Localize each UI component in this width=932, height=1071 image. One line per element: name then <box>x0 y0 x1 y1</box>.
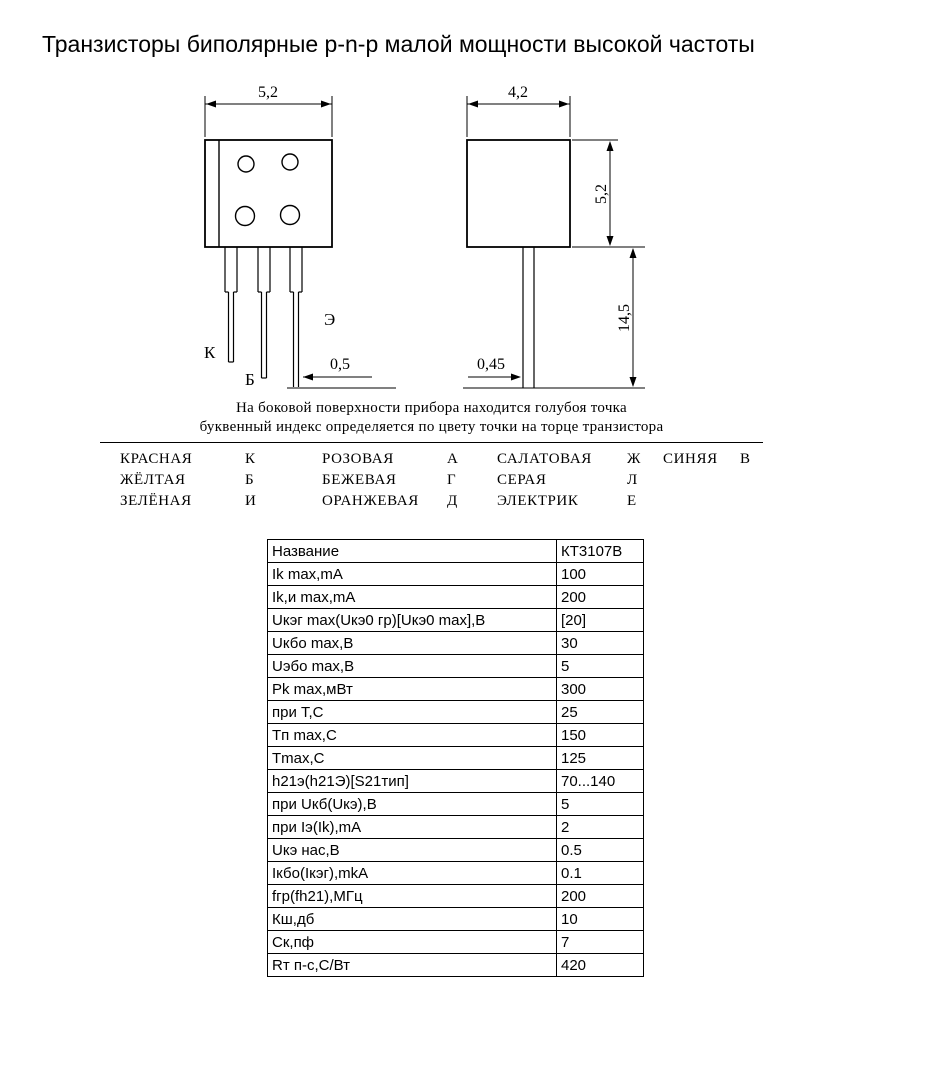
table-row <box>268 793 644 816</box>
color-code-row <box>120 449 800 470</box>
table-row <box>268 724 644 747</box>
drawing-labels <box>204 84 633 389</box>
param-value: [20] <box>557 609 644 632</box>
dim-front-width-label: 5,2 <box>258 84 278 101</box>
table-row <box>268 770 644 793</box>
color-name: ЗЕЛЁНАЯ <box>120 493 192 509</box>
param-value: 70...140 <box>557 770 644 793</box>
color-name: РОЗОВАЯ <box>322 451 394 467</box>
dim-side-pin-width-label: 0,45 <box>477 356 505 373</box>
dim-side-height-label: 5,2 <box>593 184 610 204</box>
param-name: h21э(h21Э)[S21тип] <box>268 770 557 793</box>
note-line-2: буквенный индекс определяется по цвету точки на торце транзистора <box>199 419 664 435</box>
param-name: Tп max,C <box>268 724 557 747</box>
table-row <box>268 885 644 908</box>
pin-collector-label: К <box>204 343 216 362</box>
pin-emitter-label: Э <box>324 310 336 329</box>
table-row <box>268 862 644 885</box>
color-name: ОРАНЖЕВАЯ <box>322 493 419 509</box>
dim-side-width-label: 4,2 <box>508 84 528 101</box>
param-name: Uкэ нас,B <box>268 839 557 862</box>
front-view-drawing <box>205 96 396 388</box>
color-name: СИНЯЯ <box>663 451 718 467</box>
color-letter: Г <box>447 472 457 488</box>
param-value: КТ3107В <box>557 540 644 563</box>
table-row <box>268 563 644 586</box>
param-name: Iкбо(Iкэг),mkA <box>268 862 557 885</box>
param-value: 200 <box>557 586 644 609</box>
color-letter: И <box>245 493 257 509</box>
param-value: 25 <box>557 701 644 724</box>
param-name: Кш,дб <box>268 908 557 931</box>
param-value: 7 <box>557 931 644 954</box>
table-row <box>268 701 644 724</box>
param-name: Ik max,mA <box>268 563 557 586</box>
param-value: 0.1 <box>557 862 644 885</box>
param-value: 2 <box>557 816 644 839</box>
table-row <box>268 609 644 632</box>
table-row <box>268 908 644 931</box>
color-name: ЖЁЛТАЯ <box>120 472 186 488</box>
param-value: 0.5 <box>557 839 644 862</box>
param-value: 125 <box>557 747 644 770</box>
color-name: САЛАТОВАЯ <box>497 451 592 467</box>
color-letter: А <box>447 451 459 467</box>
color-name: БЕЖЕВАЯ <box>322 472 397 488</box>
param-name: Ik,и max,mA <box>268 586 557 609</box>
color-name: ЭЛЕКТРИК <box>497 493 579 509</box>
page-title: Транзисторы биполярные p-n-p малой мощности высокой частоты <box>42 31 755 57</box>
param-value: 150 <box>557 724 644 747</box>
table-row <box>268 586 644 609</box>
parameters-table-body <box>268 540 644 977</box>
table-row <box>268 816 644 839</box>
param-name: Название <box>268 540 557 563</box>
param-name: при Iэ(Ik),mA <box>268 816 557 839</box>
dimension-arrowheads <box>206 101 637 388</box>
side-view-drawing <box>463 96 645 388</box>
color-letter: В <box>740 451 751 467</box>
color-letter: Е <box>627 493 637 509</box>
param-value: 100 <box>557 563 644 586</box>
table-row <box>268 747 644 770</box>
dim-front-pin-width-label: 0,5 <box>330 356 350 373</box>
param-name: при T,C <box>268 701 557 724</box>
table-row <box>268 655 644 678</box>
note-block <box>100 399 763 443</box>
param-name: Uкэг max(Uкэ0 гр)[Uкэ0 max],B <box>268 609 557 632</box>
table-row <box>268 632 644 655</box>
param-name: Uэбо max,B <box>268 655 557 678</box>
color-letter: Л <box>627 472 638 488</box>
param-value: 10 <box>557 908 644 931</box>
param-name: Tmax,C <box>268 747 557 770</box>
param-name: Ск,пф <box>268 931 557 954</box>
transistor-package-drawings <box>0 0 932 400</box>
dim-side-pin-length-label: 14,5 <box>616 304 633 332</box>
color-letter: К <box>245 451 256 467</box>
parameters-table <box>267 539 644 977</box>
table-row <box>268 839 644 862</box>
pin-base-label: Б <box>245 370 255 389</box>
table-row <box>268 678 644 701</box>
param-value: 30 <box>557 632 644 655</box>
color-letter: Б <box>245 472 255 488</box>
param-name: fгр(fh21),МГц <box>268 885 557 908</box>
note-line-1: На боковой поверхности прибора находится голубоя точка <box>235 400 627 416</box>
param-value: 200 <box>557 885 644 908</box>
color-name: СЕРАЯ <box>497 472 547 488</box>
color-letter: Ж <box>627 451 642 467</box>
param-value: 420 <box>557 954 644 977</box>
param-name: Uкбо max,B <box>268 632 557 655</box>
color-code-row <box>120 470 800 491</box>
color-letter: Д <box>447 493 458 509</box>
table-row <box>268 931 644 954</box>
param-name: при Uкб(Uкэ),B <box>268 793 557 816</box>
color-code-table <box>120 449 800 512</box>
color-code-row <box>120 491 800 512</box>
table-row <box>268 954 644 977</box>
param-name: Rт п-с,C/Вт <box>268 954 557 977</box>
param-value: 5 <box>557 793 644 816</box>
color-name: КРАСНАЯ <box>120 451 193 467</box>
table-row <box>268 540 644 563</box>
param-name: Pk max,мВт <box>268 678 557 701</box>
param-value: 5 <box>557 655 644 678</box>
param-value: 300 <box>557 678 644 701</box>
